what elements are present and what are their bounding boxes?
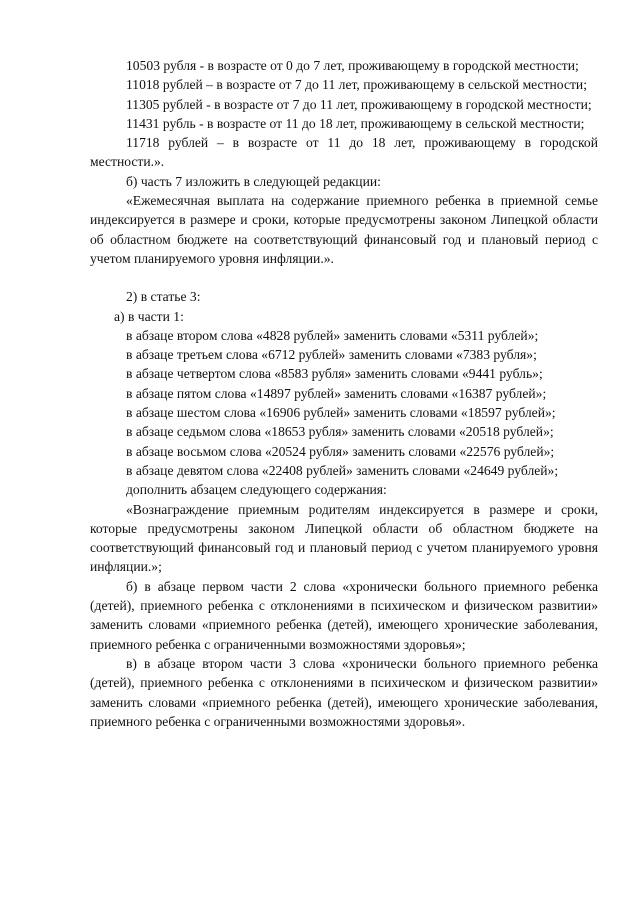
paragraph-part1-heading: а) в части 1: bbox=[114, 308, 184, 324]
paragraph-reward-text: «Вознаграждение приемным родителям индексируется в размере и сроки, которые предусмотрены законом Липецкой области об областном бюджете на соответствующий финансовый год и плановый период с учетом планируемого уровня инфляции.»; bbox=[90, 501, 598, 575]
paragraph-abzac-8: в абзаце восьмом слова «20524 рубля» заменить словами «22576 рублей»; bbox=[126, 443, 555, 459]
paragraph-add-abzac: дополнить абзацем следующего содержания: bbox=[126, 482, 387, 498]
paragraph-abzac-9: в абзаце девятом слова «22408 рублей» заменить словами «24649 рублей»; bbox=[126, 462, 559, 478]
paragraph-amount-11018: 11018 рублей – в возрасте от 7 до 11 лет, проживающему в сельской местности; bbox=[126, 77, 587, 93]
document-page bbox=[90, 56, 598, 731]
paragraph-amount-10503: 10503 рубля - в возрасте от 0 до 7 лет, проживающему в городской местности; bbox=[126, 58, 579, 73]
paragraph-abzac-6: в абзаце шестом слова «16906 рублей» заменить словами «18597 рублей»; bbox=[126, 405, 556, 421]
paragraph-part2-change: б) в абзаце первом части 2 слова «хронически больного приемного ребенка (детей), приемного ребенка с отклонениями в психическом и физическом развитии» заменить словами «приемного ребенка (детей), имеющего хронические заболевания, приемного ребенка с ограниченными возможностями здоровья»; bbox=[90, 578, 598, 652]
paragraph-abzac-5: в абзаце пятом слова «14897 рублей» заменить словами «16387 рублей»; bbox=[126, 385, 547, 401]
paragraph-amount-11305: 11305 рублей - в возрасте от 7 до 11 лет, проживающему в городской местности; bbox=[126, 96, 592, 112]
paragraph-amount-11718: 11718 рублей – в возрасте от 11 до 18 лет, проживающему в городской местности.». bbox=[90, 135, 598, 170]
paragraph-abzac-4: в абзаце четвертом слова «8583 рубля» заменить словами «9441 рубль»; bbox=[126, 366, 543, 382]
paragraph-part7-text: «Ежемесячная выплата на содержание приемного ребенка в приемной семье индексируется в размере и сроки, которые предусмотрены законом Липецкой области об областном бюджете на соответствующий финансовый год и плановый период с учетом планируемого уровня инфляции.». bbox=[90, 193, 598, 266]
paragraph-part7-heading: б) часть 7 изложить в следующей редакции: bbox=[126, 173, 381, 189]
paragraph-abzac-7: в абзаце седьмом слова «18653 рубля» заменить словами «20518 рублей»; bbox=[126, 424, 554, 440]
paragraph-abzac-2: в абзаце втором слова «4828 рублей» заменить словами «5311 рублей»; bbox=[126, 327, 539, 343]
paragraph-article3-heading: 2) в статье 3: bbox=[126, 289, 201, 305]
paragraph-amount-11431: 11431 рубль - в возрасте от 11 до 18 лет, проживающему в сельской местности; bbox=[126, 115, 585, 131]
paragraph-abzac-3: в абзаце третьем слова «6712 рублей» заменить словами «7383 рубля»; bbox=[126, 347, 537, 363]
paragraph-part3-change: в) в абзаце втором части 3 слова «хронически больного приемного ребенка (детей), приемного ребенка с отклонениями в психическом и физическом развитии» заменить словами «приемного ребенка (детей), имеющего хронические заболевания, приемного ребенка с ограниченными возможностями здоровья». bbox=[90, 655, 598, 729]
paragraph-spacer bbox=[90, 268, 598, 287]
